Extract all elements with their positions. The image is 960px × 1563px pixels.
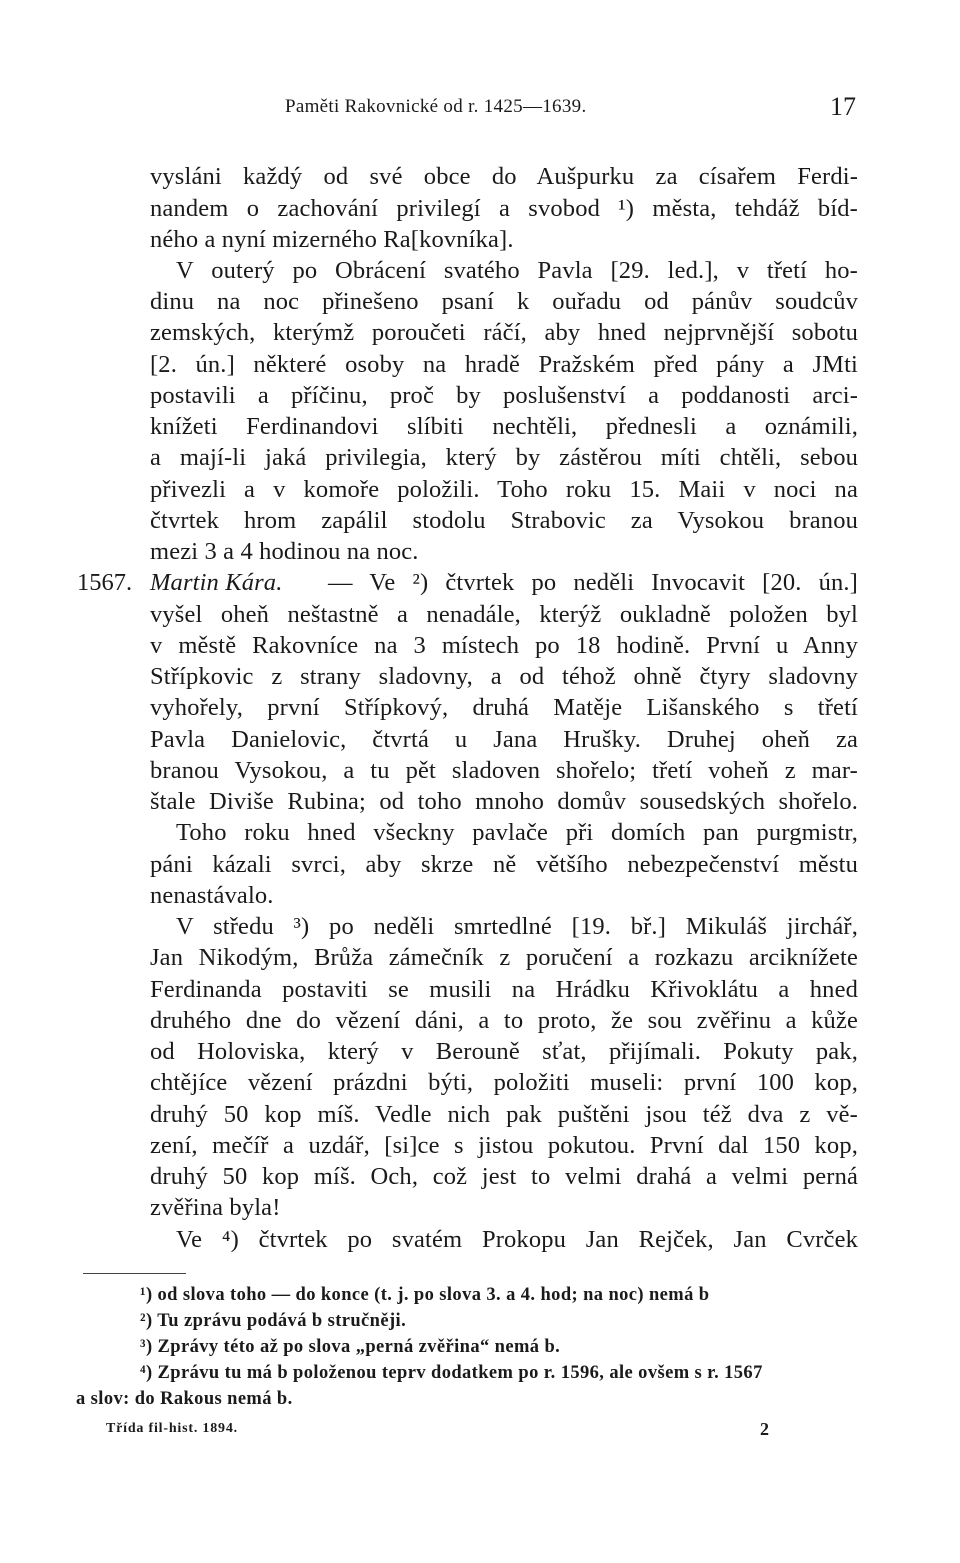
footnote-3: ³) Zprávy této až po slova „perná zvěřina“ nemá b. [140, 1337, 561, 1357]
text-line: druhého dne do vězení dáni, a to proto, že sou zvěřinu a kůže [150, 1007, 858, 1034]
signature-mark: 2 [760, 1419, 769, 1439]
text-line: druhý 50 kop míš. Och, což jest to velmi drahá a velmi perná [150, 1163, 858, 1190]
entry-lead [150, 568, 282, 598]
text-line: páni kázali svrci, aby skrze ně většího nebezpečenství městu [150, 851, 858, 878]
text-line: druhý 50 kop míš. Vedle nich pak puštěni jsou též dva z vě- [150, 1101, 858, 1128]
page-header [150, 92, 856, 128]
text-line: Jan Nikodým, Brůža zámečník z poručení a rozkazu arciknížete [150, 944, 858, 971]
text-line: čtvrtek hrom zapálil stodolu Strabovic za Vysokou branou [150, 507, 858, 534]
text-line: branou Vysokou, a tu pět sladoven shořelo; třetí voheň z mar- [150, 757, 858, 784]
footnote-rule [83, 1273, 186, 1274]
text-line: zvěřina byla! [150, 1194, 281, 1221]
text-line: Střípkovic z strany sladovny, a od téhož ohně čtyry sladovny [150, 663, 858, 690]
footnote-4: ⁴) Zprávu tu má b položenou teprv dodatkem po r. 1596, ale ovšem s r. 1567 [140, 1363, 763, 1383]
imprint: Třída fil-hist. 1894. [106, 1421, 238, 1436]
person-name: Martin Kára. [150, 569, 283, 596]
text-line: chtějíce vězení prázdni býti, položiti museli: první 100 kop, [150, 1069, 858, 1096]
text-line: Ferdinanda postaviti se musili na Hrádku Křivoklátu a hned [150, 976, 858, 1003]
text-line: zení, mečíř a uzdář, [si]ce s jistou pokutou. První dal 150 kop, [150, 1132, 858, 1159]
text-line: vyšel oheň neštastně a nenadále, kterýž oukladně položen byl [150, 601, 858, 628]
footnote-1: ¹) od slova toho — do konce (t. j. po slova 3. a 4. hod; na noc) nemá b [140, 1285, 710, 1305]
text-line: — Ve ²) čtvrtek po neděli Invocavit [20. ún.] [328, 569, 858, 596]
text-line: nenastávalo. [150, 882, 274, 909]
text-line: V outerý po Obrácení svatého Pavla [29. led.], v třetí ho- [176, 257, 858, 284]
text-line: Toho roku hned všeckny pavlače při domích pan purgmistr, [176, 819, 858, 846]
text-line: vysláni každý od své obce do Aušpurku za císařem Ferdi- [150, 163, 858, 190]
text-line: knížeti Ferdinandovi slíbiti nechtěli, přednesli a oznámili, [150, 413, 858, 440]
text-line: V středu ³) po neděli smrtedlné [19. bř.] Mikuláš jirchář, [176, 913, 858, 940]
text-line: mezi 3 a 4 hodinou na noc. [150, 538, 419, 565]
running-title: Paměti Rakovnické od r. 1425—1639. [285, 96, 587, 117]
footnote-4-continued: a slov: do Rakous nemá b. [76, 1389, 293, 1409]
text-line: dinu na noc přinešeno psaní k ouřadu od pánův soudcův [150, 288, 858, 315]
footnote-2: ²) Tu zprávu podává b stručněji. [140, 1311, 407, 1331]
text-line: Ve ⁴) čtvrtek po svatém Prokopu Jan Rejček, Jan Cvrček [176, 1226, 858, 1253]
text-line: postavili a příčinu, proč by poslušenství a poddanosti arci- [150, 382, 858, 409]
text-line: Pavla Danielovic, čtvrtá u Jana Hrušky. Druhej oheň za [150, 726, 858, 753]
text-line: přivezli a v komoře položili. Toho roku 15. Maii v noci na [150, 476, 858, 503]
text-line: [2. ún.] některé osoby na hradě Pražském před pány a JMti [150, 351, 858, 378]
text-line: a mají-li jaká privilegia, který by zástěrou míti chtěli, sebou [150, 444, 858, 471]
text-line: nandem o zachování privilegí a svobod ¹) města, tehdáž bíd- [150, 195, 858, 222]
text-line: zemských, kterýmž poroučeti ráčí, aby hned nejprvnější sobotu [150, 319, 858, 346]
text-line: vyhořely, první Střípkový, druhá Matěje Lišanského s třetí [150, 694, 858, 721]
margin-year: 1567. [77, 569, 133, 596]
text-line: ného a nyní mizerného Ra[kovníka]. [150, 226, 514, 253]
text-line: štale Diviše Rubina; od toho mnoho domův sousedských shořelo. [150, 788, 858, 815]
page-number: 17 [830, 92, 856, 121]
text-line: od Holoviska, který v Berouně sťat, přijímali. Pokuty pak, [150, 1038, 858, 1065]
text-line: v městě Rakovníce na 3 místech po 18 hodině. První u Anny [150, 632, 858, 659]
